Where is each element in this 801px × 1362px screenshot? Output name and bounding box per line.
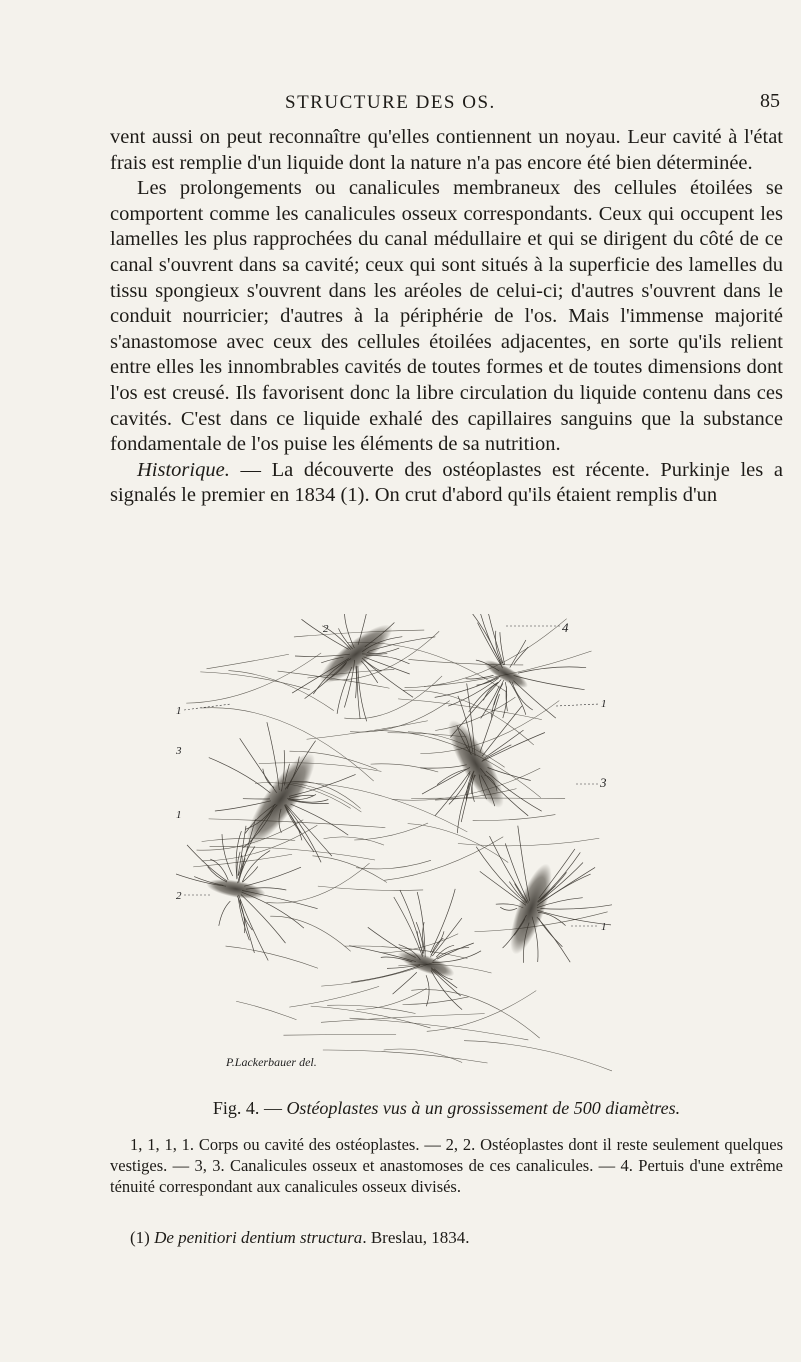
canaliculus	[540, 905, 612, 910]
canaliculus	[222, 834, 233, 876]
engraver-signature: P.Lackerbauer del.	[226, 1055, 317, 1069]
page-number: 85	[760, 90, 780, 112]
lamella-hatch	[408, 659, 523, 665]
lamella-hatch	[270, 916, 350, 951]
lamella-hatch	[207, 654, 289, 669]
canaliculus	[219, 901, 231, 926]
lamella-hatch	[403, 997, 469, 1005]
canaliculus	[244, 867, 301, 886]
canaliculus	[426, 975, 429, 1006]
canaliculus	[422, 767, 470, 794]
canaliculus	[210, 859, 228, 880]
historique-label: Historique.	[137, 458, 230, 481]
label-1-d: 1	[601, 921, 607, 933]
lamella-hatch	[307, 721, 428, 739]
canaliculus	[537, 910, 611, 925]
canaliculus	[393, 972, 417, 994]
running-title: STRUCTURE DES OS.	[285, 92, 496, 113]
canaliculus	[480, 694, 500, 752]
lamella-hatch	[473, 815, 556, 821]
running-head	[110, 92, 790, 122]
canaliculus	[481, 686, 500, 719]
lamella-hatch	[294, 630, 424, 637]
canaliculus	[432, 918, 462, 956]
canaliculus	[480, 871, 526, 905]
label-3-b: 3	[600, 775, 607, 790]
footnote-title: De penitiori dentium structura	[154, 1228, 363, 1247]
osteoplast-engraving	[176, 614, 612, 1072]
canaliculus	[433, 947, 469, 961]
footnote-rest: . Breslau, 1834.	[362, 1228, 470, 1247]
lamella-hatch	[290, 782, 467, 832]
lamella-hatch	[354, 823, 428, 840]
canaliculus	[433, 951, 482, 963]
lamella-hatch	[350, 1018, 529, 1040]
osteoplast-cell	[205, 876, 267, 903]
lamella-hatch	[283, 1035, 396, 1036]
lamella-hatch	[384, 1049, 462, 1062]
label-3-a: 3	[176, 745, 182, 757]
paragraph-2: Les prolongements ou canalicules membraneux des cellules étoilées se comportent comme les canalicules osseux correspondants. Ceux qui occupent les lamelles les plus rapprochées du canal médullaire et qui se dirigent du côté de ce canal s'ouvrent dans sa cavité; ceux qui sont situés à la superficie des lamelles du tissu spongieux s'ouvrent dans les aréoles de celui-ci; d'autres s'ouvrent dans le conduit nourricier; d'autres à la périphérie de l'os. Mais l'immense majorité s'anastomose avec ceux des cellules étoilées adjacentes, en sorte qu'ils relient entre elles les innombrables cavités de toutes formes et de toutes dimensions dont l'os est creusé. Ils favorisent donc la libre circulation du liquide contenu dans ces cavités. C'est dans ce liquide exhalé des capillaires sanguins que la substance fondamentale de l'os puise les éléments de sa nutrition.	[110, 177, 783, 456]
lamella-hatch	[420, 701, 559, 754]
canaliculus	[435, 771, 470, 816]
figure-caption	[110, 1098, 783, 1119]
canaliculus	[480, 614, 502, 664]
lamella-hatch	[236, 1001, 296, 1020]
paragraph-historique	[110, 458, 783, 509]
footnote-marker: (1)	[130, 1228, 155, 1247]
footnote	[130, 1228, 780, 1248]
lamella-hatch	[266, 863, 369, 903]
lamella-hatch	[327, 1005, 415, 1013]
canaliculus	[400, 890, 423, 956]
label-2-top: 2	[323, 623, 329, 635]
body-text	[110, 125, 783, 509]
lamella-hatch	[226, 946, 318, 968]
lamella-hatch	[186, 653, 321, 703]
canaliculus	[510, 640, 526, 668]
osteoplast-cell	[395, 946, 457, 982]
label-1-b: 1	[601, 698, 607, 710]
canaliculus	[243, 867, 258, 883]
label-1-c: 1	[176, 809, 182, 821]
lamella-hatch	[384, 837, 503, 881]
canaliculus	[482, 733, 545, 762]
canaliculus	[351, 966, 420, 983]
canaliculus	[514, 647, 528, 664]
lamella-hatch	[323, 1050, 488, 1063]
caption-dash: —	[259, 1098, 287, 1118]
historique-text: — La découverte des ostéoplastes est récente. Purkinje les a signalés le premier en 1834 (1). On crut d'abord qu'ils étaient remplis d'un	[110, 458, 783, 507]
canaliculus	[476, 847, 526, 904]
figure-legend	[110, 1134, 783, 1197]
canaliculus	[209, 758, 271, 793]
lamella-hatch	[464, 1041, 612, 1072]
label-4: 4	[562, 620, 569, 635]
legend-text: 1, 1, 1, 1. Corps ou cavité des ostéoplastes. — 2, 2. Ostéoplastes dont il reste seulement quelques vestiges. — 3, 3. Canalicules osseux et anastomoses de ces canalicules. — 4. Pertuis d'une extrême ténuité correspondant aux canalicules osseux divisés.	[110, 1135, 783, 1196]
leader-1-b	[556, 704, 599, 706]
canaliculus	[466, 675, 494, 679]
figure-number: Fig. 4.	[212, 1098, 260, 1118]
label-1-a: 1	[176, 705, 182, 717]
canaliculus	[518, 667, 586, 673]
lamella-hatch	[321, 1014, 485, 1023]
lamella-hatch	[289, 986, 379, 1007]
lamella-hatch	[356, 860, 431, 869]
canaliculus	[478, 623, 502, 667]
canaliculus	[500, 907, 517, 910]
lamella-hatch	[427, 991, 536, 1032]
paragraph-1: vent aussi on peut reconnaître qu'elles contiennent un noyau. Leur cavité à l'état frais est remplie d'un liquide dont la nature n'a pas encore été bien déterminée.	[110, 126, 783, 174]
canaliculus	[240, 738, 277, 793]
figure-osteoplasts	[176, 614, 612, 1072]
canaliculus	[238, 897, 249, 941]
leader-1-a	[184, 704, 231, 710]
caption-title: Ostéoplastes vus à un grossissement de 500 diamètres.	[286, 1098, 681, 1118]
canaliculus	[420, 765, 466, 768]
label-2-b: 2	[176, 890, 182, 902]
